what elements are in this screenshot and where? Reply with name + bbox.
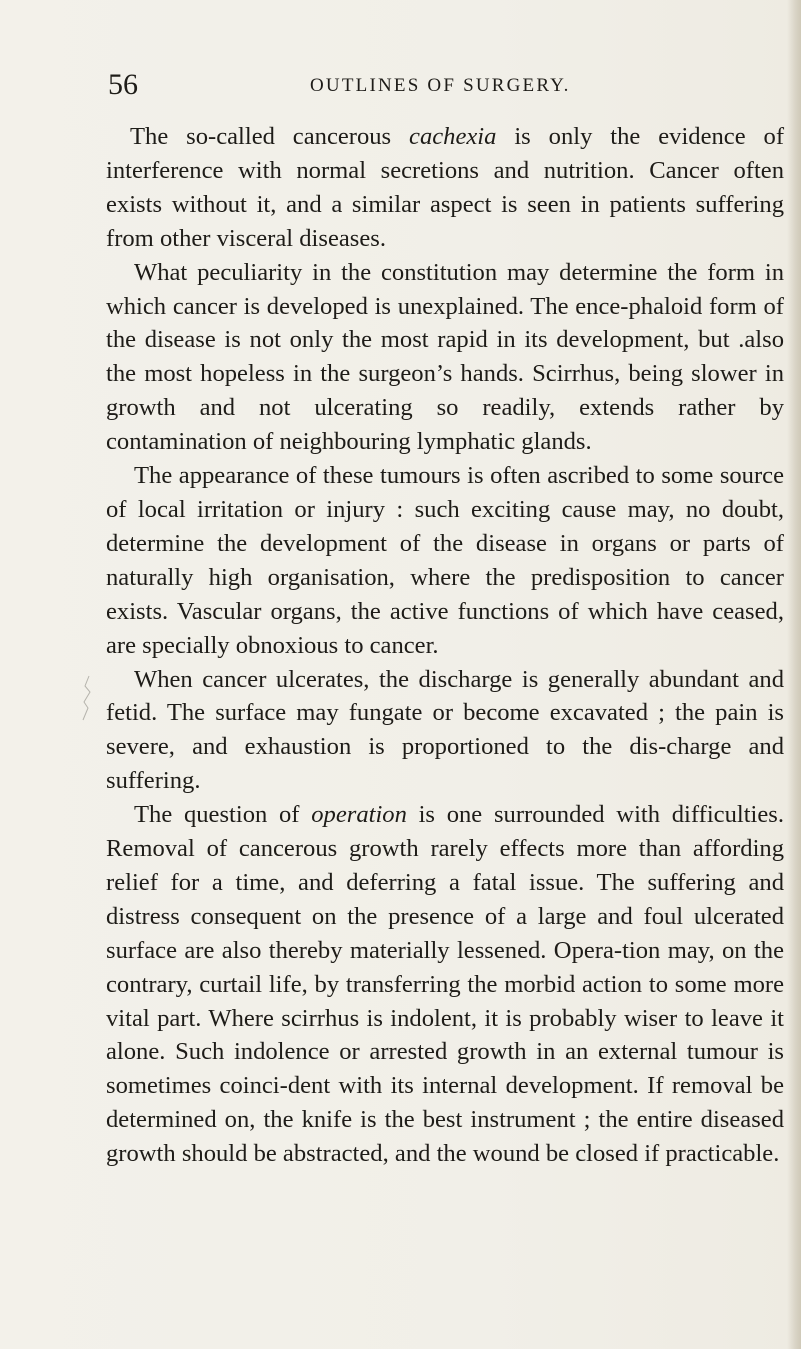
page-number: 56 xyxy=(108,68,138,101)
paragraph-operation xyxy=(106,798,784,1171)
paragraph-appearance: The appearance of these tumours is often ascribed to some source of local irritation or injury : such exciting cause may, no doubt, determine the development of the disease in organs or parts of naturally high organisation, where the predisposition to cancer exists. Vascular organs, the active functions of which have ceased, are specially obnoxious to cancer. xyxy=(106,462,784,659)
page-header xyxy=(108,68,748,102)
running-head: OUTLINES OF SURGERY. xyxy=(310,75,571,96)
paragraph-constitution: What peculiarity in the constitution may determine the form in which cancer is developed is unexplained. The ence-phaloid form of the disease is not only the most rapid in its development, but .also the most hopeless in the surgeon’s hands. Scirrhus, being slower in growth and not ulcerating so readily, extends rather by contamination of neighbouring lymphatic glands. xyxy=(106,258,784,456)
page-edge-shadow xyxy=(787,0,801,1349)
italic-term-operation: operation xyxy=(311,801,407,829)
body-text xyxy=(106,120,784,1171)
paragraph-operation-lead: The question of xyxy=(134,801,312,829)
paragraph-ulceration: When cancer ulcerates, the discharge is generally abundant and fetid. The surface may fungate or become excavated ; the pain is severe, and exhaustion is proportioned to the dis-charge and suffering. xyxy=(106,665,784,795)
paragraph-cachexia xyxy=(106,120,784,256)
italic-term-cachexia: cachexia xyxy=(409,123,497,150)
paragraph-cachexia-lead: The so-called cancerous xyxy=(130,123,410,150)
paragraph-operation-rest: is one surrounded with difficulties. Removal of cancerous growth rarely effects more than affording relief for a time, and deferring a fatal issue. The suffering and distress consequent on the presence of a large and foul ulcerated surface are also thereby materially lessened. Opera-tion may, on the contrary, curtail life, by transferring the morbid action to some more vital part. Where scirrhus is indolent, it is probably wiser to leave it alone. Such indolence or arrested growth in an external tumour is sometimes coinci-dent with its internal development. If removal be determined on, the knife is the best instrument ; the entire diseased growth should be abstracted, and the wound be closed if practicable. xyxy=(106,801,784,1168)
paragraph-cachexia-rest: is only the evidence of interference with normal secretions and nutrition. Cancer often exists without it, and a similar aspect is seen in patients suffering from other visceral diseases. xyxy=(106,123,785,252)
margin-ink-mark xyxy=(80,674,94,724)
